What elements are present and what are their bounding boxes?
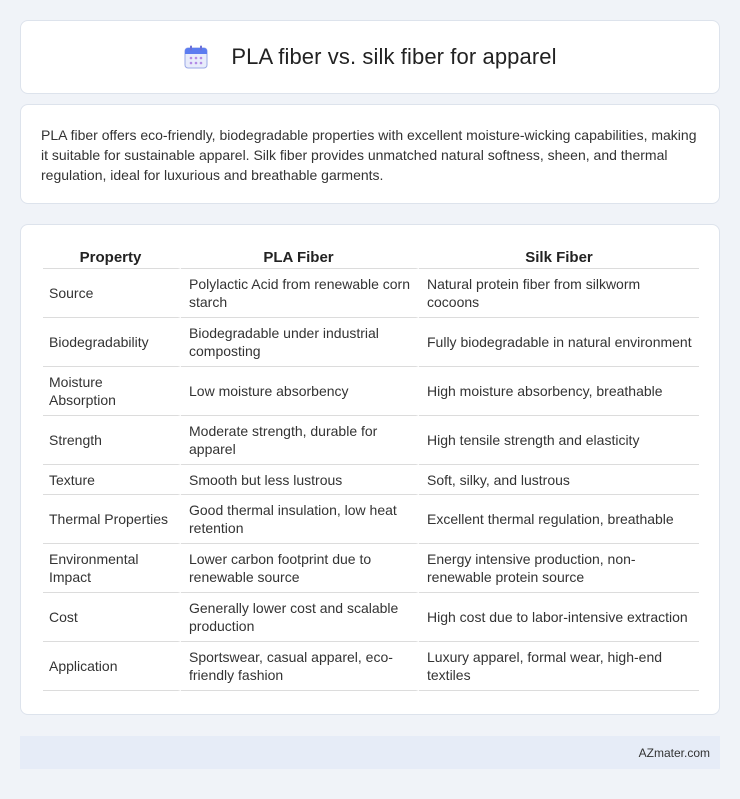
row-pla-value: Moderate strength, durable for apparel <box>181 416 419 465</box>
table-row <box>43 465 699 495</box>
row-pla-value: Good thermal insulation, low heat retention <box>181 495 419 544</box>
row-silk-value: Soft, silky, and lustrous <box>419 465 699 495</box>
title-wrap <box>183 44 556 70</box>
header-pla-fiber: PLA Fiber <box>181 243 419 269</box>
comparison-table <box>43 243 699 691</box>
table-row <box>43 367 699 416</box>
row-pla-value: Smooth but less lustrous <box>181 465 419 495</box>
table-row <box>43 642 699 691</box>
row-property: Environmental Impact <box>43 544 181 593</box>
row-silk-value: Excellent thermal regulation, breathable <box>419 495 699 544</box>
row-pla-value: Generally lower cost and scalable production <box>181 593 419 642</box>
row-silk-value: High moisture absorbency, breathable <box>419 367 699 416</box>
row-property: Texture <box>43 465 181 495</box>
table-row <box>43 544 699 593</box>
row-silk-value: High tensile strength and elasticity <box>419 416 699 465</box>
row-pla-value: Low moisture absorbency <box>181 367 419 416</box>
row-pla-value: Sportswear, casual apparel, eco-friendly fashion <box>181 642 419 691</box>
row-silk-value: Natural protein fiber from silkworm cocoons <box>419 269 699 318</box>
row-property: Biodegradability <box>43 318 181 367</box>
row-pla-value: Biodegradable under industrial composting <box>181 318 419 367</box>
row-property: Thermal Properties <box>43 495 181 544</box>
table-header-row <box>43 243 699 269</box>
comparison-table-card <box>20 224 720 715</box>
table-row <box>43 495 699 544</box>
page-title: PLA fiber vs. silk fiber for apparel <box>231 44 557 69</box>
header-property: Property <box>43 243 181 269</box>
row-property: Source <box>43 269 181 318</box>
row-silk-value: Luxury apparel, formal wear, high-end textiles <box>419 642 699 691</box>
summary-text: PLA fiber offers eco-friendly, biodegradable properties with excellent moisture-wicking capabilities, making it suitable for sustainable apparel. Silk fiber provides unmatched natural softness, sheen, and thermal regulation, ideal for luxurious and breathable garments. <box>41 127 697 183</box>
row-pla-value: Polylactic Acid from renewable corn starch <box>181 269 419 318</box>
row-silk-value: High cost due to labor-intensive extraction <box>419 593 699 642</box>
row-silk-value: Fully biodegradable in natural environment <box>419 318 699 367</box>
calendar-icon <box>183 44 209 70</box>
title-card <box>20 20 720 94</box>
table-row <box>43 593 699 642</box>
footer-brand: AZmater.com <box>638 745 710 760</box>
row-pla-value: Lower carbon footprint due to renewable source <box>181 544 419 593</box>
row-property: Application <box>43 642 181 691</box>
table-row <box>43 318 699 367</box>
row-property: Moisture Absorption <box>43 367 181 416</box>
row-property: Cost <box>43 593 181 642</box>
header-silk-fiber: Silk Fiber <box>419 243 699 269</box>
row-property: Strength <box>43 416 181 465</box>
footer <box>20 736 720 769</box>
table-row <box>43 416 699 465</box>
summary-card <box>20 104 720 204</box>
table-row <box>43 269 699 318</box>
row-silk-value: Energy intensive production, non-renewable protein source <box>419 544 699 593</box>
